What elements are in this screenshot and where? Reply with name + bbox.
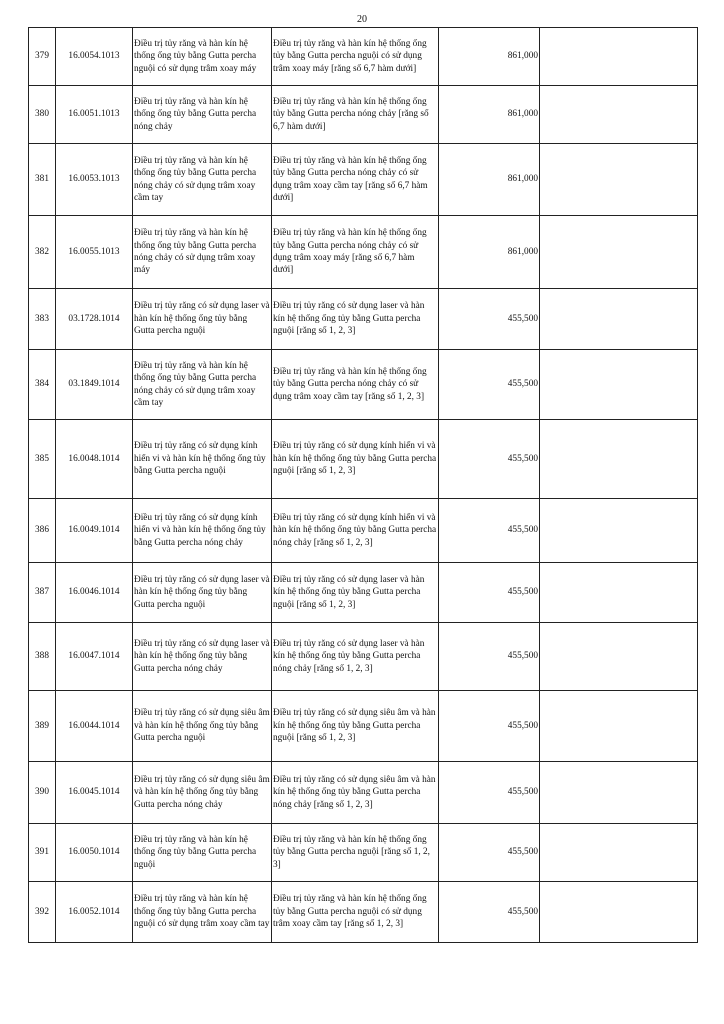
service-name: Điều trị tủy răng và hàn kín hệ thống ống tủy bằng Gutta percha nóng chảy có sử dụng trâm xoay cầm tay (133, 144, 272, 216)
table-row (29, 499, 698, 563)
service-code: 16.0049.1014 (56, 499, 133, 563)
row-number: 391 (29, 824, 56, 882)
note-cell (540, 824, 698, 882)
service-description: Điều trị tủy răng có sử dụng siêu âm và hàn kín hệ thống ống tủy bằng Gutta percha nguội [răng số 1, 2, 3] (272, 691, 439, 762)
service-code: 16.0048.1014 (56, 420, 133, 499)
service-price: 455,500 (439, 691, 540, 762)
row-number: 385 (29, 420, 56, 499)
note-cell (540, 28, 698, 86)
note-cell (540, 350, 698, 420)
note-cell (540, 762, 698, 824)
row-number: 387 (29, 563, 56, 623)
row-number: 386 (29, 499, 56, 563)
page-number: 20 (357, 14, 367, 25)
table-row (29, 350, 698, 420)
service-code: 16.0055.1013 (56, 216, 133, 289)
table-row (29, 623, 698, 691)
service-price: 455,500 (439, 762, 540, 824)
note-cell (540, 144, 698, 216)
service-code: 03.1728.1014 (56, 289, 133, 350)
service-code: 16.0044.1014 (56, 691, 133, 762)
service-name: Điều trị tủy răng và hàn kín hệ thống ống tủy bằng Gutta percha nguội có sử dụng trâm xoay máy (133, 28, 272, 86)
service-price: 455,500 (439, 882, 540, 943)
service-name: Điều trị tủy răng có sử dụng kính hiển vi và hàn kín hệ thống ống tủy bằng Gutta percha nóng chảy (133, 499, 272, 563)
service-price: 861,000 (439, 144, 540, 216)
service-code: 16.0045.1014 (56, 762, 133, 824)
service-price: 455,500 (439, 289, 540, 350)
service-price: 455,500 (439, 350, 540, 420)
note-cell (540, 623, 698, 691)
service-name: Điều trị tủy răng và hàn kín hệ thống ống tủy bằng Gutta percha nóng chảy có sử dụng trâm xoay cầm tay (133, 350, 272, 420)
service-code: 16.0046.1014 (56, 563, 133, 623)
row-number: 381 (29, 144, 56, 216)
row-number: 383 (29, 289, 56, 350)
service-name: Điều trị tủy răng và hàn kín hệ thống ống tủy bằng Gutta percha nguội có sử dụng trâm xoay cầm tay (133, 882, 272, 943)
service-name: Điều trị tủy răng có sử dụng kính hiển vi và hàn kín hệ thống ống tủy bằng Gutta percha nguội (133, 420, 272, 499)
table-row (29, 289, 698, 350)
service-description: Điều trị tủy răng và hàn kín hệ thống ống tủy bằng Gutta percha nóng chảy [răng số 6,7 hàm dưới] (272, 86, 439, 144)
service-description: Điều trị tủy răng có sử dụng kính hiển vi và hàn kín hệ thống ống tủy bằng Gutta percha nguội [răng số 1, 2, 3] (272, 420, 439, 499)
service-description: Điều trị tủy răng và hàn kín hệ thống ống tủy bằng Gutta percha nóng chảy có sử dụng trâm xoay máy [răng số 6,7 hàm dưới] (272, 216, 439, 289)
service-code: 16.0053.1013 (56, 144, 133, 216)
note-cell (540, 86, 698, 144)
table-row (29, 824, 698, 882)
row-number: 379 (29, 28, 56, 86)
table-row (29, 691, 698, 762)
table-row (29, 144, 698, 216)
service-code: 16.0047.1014 (56, 623, 133, 691)
note-cell (540, 691, 698, 762)
service-name: Điều trị tủy răng và hàn kín hệ thống ống tủy bằng Gutta percha nguội (133, 824, 272, 882)
note-cell (540, 420, 698, 499)
service-code: 16.0052.1014 (56, 882, 133, 943)
table-row (29, 420, 698, 499)
note-cell (540, 216, 698, 289)
service-name: Điều trị tủy răng có sử dụng laser và hàn kín hệ thống ống tủy bằng Gutta percha nguội (133, 563, 272, 623)
table-row (29, 882, 698, 943)
service-description: Điều trị tủy răng và hàn kín hệ thống ống tủy bằng Gutta percha nguội có sử dụng trâm xoay cầm tay [răng số 1, 2, 3] (272, 882, 439, 943)
row-number: 390 (29, 762, 56, 824)
service-description: Điều trị tủy răng có sử dụng siêu âm và hàn kín hệ thống ống tủy bằng Gutta percha nóng chảy [răng số 1, 2, 3] (272, 762, 439, 824)
service-code: 16.0050.1014 (56, 824, 133, 882)
row-number: 384 (29, 350, 56, 420)
row-number: 392 (29, 882, 56, 943)
service-description: Điều trị tủy răng có sử dụng kính hiển vi và hàn kín hệ thống ống tủy bằng Gutta percha nóng chảy [răng số 1, 2, 3] (272, 499, 439, 563)
service-name: Điều trị tủy răng có sử dụng siêu âm và hàn kín hệ thống ống tủy bằng Gutta percha nóng chảy (133, 762, 272, 824)
row-number: 389 (29, 691, 56, 762)
row-number: 380 (29, 86, 56, 144)
service-price: 455,500 (439, 499, 540, 563)
service-description: Điều trị tủy răng và hàn kín hệ thống ống tủy bằng Gutta percha nóng chảy có sử dụng trâm xoay cầm tay [răng số 6,7 hàm dưới] (272, 144, 439, 216)
service-price: 861,000 (439, 28, 540, 86)
service-description: Điều trị tủy răng có sử dụng laser và hàn kín hệ thống ống tủy bằng Gutta percha nguội [răng số 1, 2, 3] (272, 289, 439, 350)
note-cell (540, 563, 698, 623)
service-code: 16.0051.1013 (56, 86, 133, 144)
service-name: Điều trị tủy răng có sử dụng laser và hàn kín hệ thống ống tủy bằng Gutta percha nguội (133, 289, 272, 350)
row-number: 388 (29, 623, 56, 691)
service-price: 455,500 (439, 420, 540, 499)
service-name: Điều trị tủy răng và hàn kín hệ thống ống tủy bằng Gutta percha nóng chảy có sử dụng trâm xoay máy (133, 216, 272, 289)
service-name: Điều trị tủy răng và hàn kín hệ thống ống tủy bằng Gutta percha nóng chảy (133, 86, 272, 144)
service-name: Điều trị tủy răng có sử dụng siêu âm và hàn kín hệ thống ống tủy bằng Gutta percha nguội (133, 691, 272, 762)
table-row (29, 762, 698, 824)
service-price: 861,000 (439, 86, 540, 144)
service-code: 03.1849.1014 (56, 350, 133, 420)
service-description: Điều trị tủy răng có sử dụng laser và hàn kín hệ thống ống tủy bằng Gutta percha nóng chảy [răng số 1, 2, 3] (272, 623, 439, 691)
service-price: 455,500 (439, 824, 540, 882)
service-price: 455,500 (439, 623, 540, 691)
note-cell (540, 289, 698, 350)
table-row (29, 28, 698, 86)
row-number: 382 (29, 216, 56, 289)
service-name: Điều trị tủy răng có sử dụng laser và hàn kín hệ thống ống tủy bằng Gutta percha nóng chảy (133, 623, 272, 691)
service-price: 455,500 (439, 563, 540, 623)
price-table-body (29, 28, 698, 943)
service-price: 861,000 (439, 216, 540, 289)
price-table (28, 27, 698, 943)
service-description: Điều trị tủy răng và hàn kín hệ thống ống tủy bằng Gutta percha nguội [răng số 1, 2, 3] (272, 824, 439, 882)
service-code: 16.0054.1013 (56, 28, 133, 86)
table-row (29, 86, 698, 144)
table-row (29, 563, 698, 623)
service-description: Điều trị tủy răng có sử dụng laser và hàn kín hệ thống ống tủy bằng Gutta percha nguội [răng số 1, 2, 3] (272, 563, 439, 623)
service-description: Điều trị tủy răng và hàn kín hệ thống ống tủy bằng Gutta percha nguội có sử dụng trâm xoay máy [răng số 6,7 hàm dưới] (272, 28, 439, 86)
note-cell (540, 882, 698, 943)
table-row (29, 216, 698, 289)
service-description: Điều trị tủy răng và hàn kín hệ thống ống tủy bằng Gutta percha nóng chảy có sử dụng trâm xoay cầm tay [răng số 1, 2, 3] (272, 350, 439, 420)
note-cell (540, 499, 698, 563)
